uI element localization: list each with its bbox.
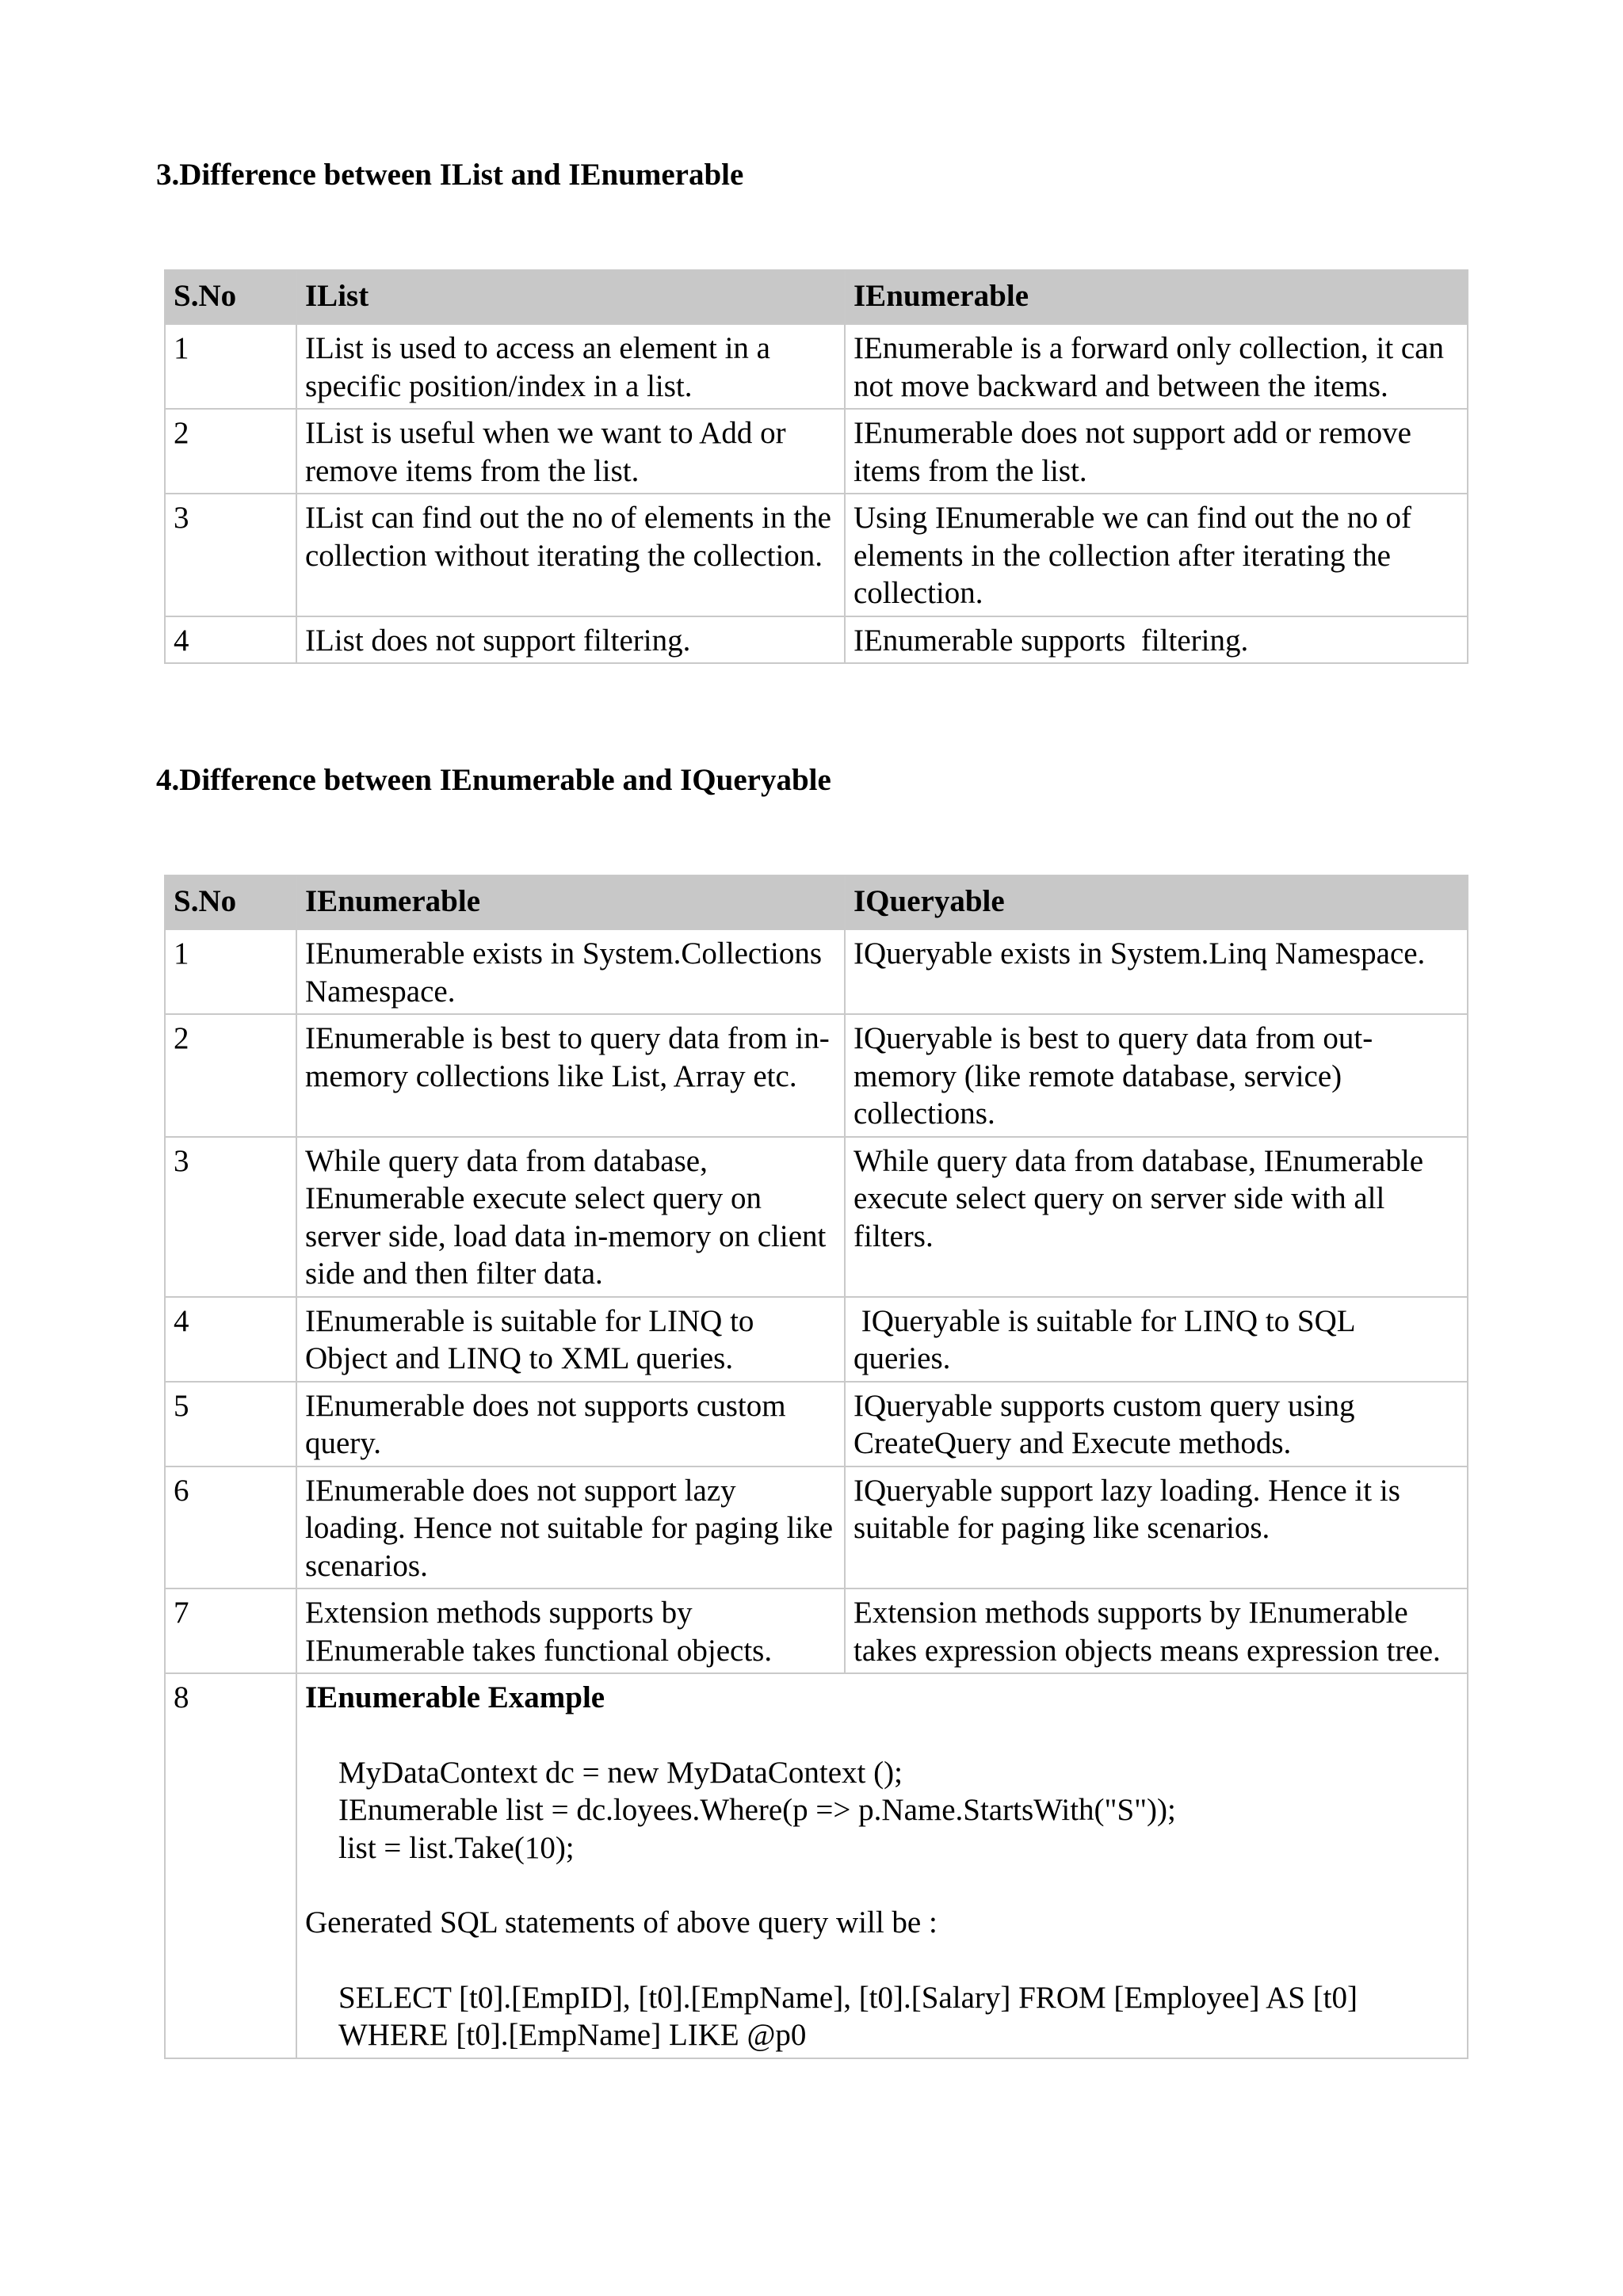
table-row bbox=[165, 1297, 1468, 1382]
cell-sno: 3 bbox=[165, 494, 296, 616]
example-cell bbox=[296, 1673, 1468, 2058]
cell-sno: 2 bbox=[165, 1014, 296, 1137]
cell-iqueryable: IQueryable supports custom query using CreateQuery and Execute methods. bbox=[845, 1382, 1468, 1466]
sql-line: SELECT [t0].[EmpID], [t0].[EmpName], [t0].[Salary] FROM [Employee] AS [t0] bbox=[338, 1980, 1358, 2015]
code-line: IEnumerable list = dc.loyees.Where(p => p.Name.StartsWith("S")); bbox=[338, 1793, 1176, 1827]
section-4-heading: 4.Difference between IEnumerable and IQueryable bbox=[156, 763, 831, 797]
cell-ienumerable: While query data from database, IEnumerable execute select query on server side, load data in-memory on client side and then filter data. bbox=[296, 1137, 845, 1297]
column-header-ilist: IList bbox=[296, 270, 845, 324]
example-row bbox=[165, 1673, 1468, 2058]
table-row bbox=[165, 1382, 1468, 1466]
table-header-row bbox=[165, 270, 1468, 324]
cell-sno: 4 bbox=[165, 616, 296, 664]
table-row bbox=[165, 929, 1468, 1014]
code-block bbox=[305, 1754, 1459, 1867]
cell-ienumerable: IEnumerable is best to query data from in-memory collections like List, Array etc. bbox=[296, 1014, 845, 1137]
column-header-sno: S.No bbox=[165, 875, 296, 929]
cell-sno: 3 bbox=[165, 1137, 296, 1297]
cell-sno: 1 bbox=[165, 929, 296, 1014]
cell-sno: 7 bbox=[165, 1589, 296, 1673]
table-row bbox=[165, 324, 1468, 409]
cell-iqueryable: IQueryable is suitable for LINQ to SQL queries. bbox=[845, 1297, 1468, 1382]
cell-sno: 8 bbox=[165, 1673, 296, 2058]
column-header-ienumerable: IEnumerable bbox=[845, 270, 1468, 324]
cell-sno: 2 bbox=[165, 409, 296, 494]
table-row bbox=[165, 1466, 1468, 1589]
cell-sno: 5 bbox=[165, 1382, 296, 1466]
table-row bbox=[165, 1014, 1468, 1137]
cell-iqueryable: IQueryable support lazy loading. Hence it is suitable for paging like scenarios. bbox=[845, 1466, 1468, 1589]
cell-ienumerable: Using IEnumerable we can find out the no of elements in the collection after iterating the collection. bbox=[845, 494, 1468, 616]
code-line: list = list.Take(10); bbox=[338, 1830, 575, 1865]
cell-sno: 1 bbox=[165, 324, 296, 409]
table-row bbox=[165, 409, 1468, 494]
ilist-vs-ienumerable-table bbox=[164, 269, 1468, 664]
example-title: IEnumerable Example bbox=[305, 1680, 605, 1714]
table-row bbox=[165, 494, 1468, 616]
cell-ienumerable: IEnumerable does not supports custom query. bbox=[296, 1382, 845, 1466]
cell-iqueryable: IQueryable exists in System.Linq Namespace. bbox=[845, 929, 1468, 1014]
example-explanation: Generated SQL statements of above query will be : bbox=[305, 1905, 938, 1939]
cell-iqueryable: IQueryable is best to query data from out-memory (like remote database, service) collections. bbox=[845, 1014, 1468, 1137]
column-header-sno: S.No bbox=[165, 270, 296, 324]
cell-ienumerable: IEnumerable exists in System.Collections Namespace. bbox=[296, 929, 845, 1014]
cell-ienumerable: Extension methods supports by IEnumerable takes functional objects. bbox=[296, 1589, 845, 1673]
table-row bbox=[165, 616, 1468, 664]
cell-ilist: IList is useful when we want to Add or remove items from the list. bbox=[296, 409, 845, 494]
cell-iqueryable: Extension methods supports by IEnumerable takes expression objects means expression tree. bbox=[845, 1589, 1468, 1673]
code-line: MyDataContext dc = new MyDataContext (); bbox=[338, 1755, 903, 1790]
cell-ilist: IList does not support filtering. bbox=[296, 616, 845, 664]
column-header-iqueryable: IQueryable bbox=[845, 875, 1468, 929]
cell-ilist: IList is used to access an element in a specific position/index in a list. bbox=[296, 324, 845, 409]
cell-ienumerable: IEnumerable does not support add or remove items from the list. bbox=[845, 409, 1468, 494]
column-header-ienumerable: IEnumerable bbox=[296, 875, 845, 929]
cell-ienumerable: IEnumerable does not support lazy loading. Hence not suitable for paging like scenarios. bbox=[296, 1466, 845, 1589]
sql-line: WHERE [t0].[EmpName] LIKE @p0 bbox=[338, 2018, 807, 2052]
section-3-heading: 3.Difference between IList and IEnumerable bbox=[156, 158, 744, 192]
cell-ienumerable: IEnumerable is suitable for LINQ to Object and LINQ to XML queries. bbox=[296, 1297, 845, 1382]
table-header-row bbox=[165, 875, 1468, 929]
ienumerable-vs-iqueryable-table bbox=[164, 875, 1468, 2059]
cell-ienumerable: IEnumerable is a forward only collection, it can not move backward and between the items. bbox=[845, 324, 1468, 409]
cell-sno: 6 bbox=[165, 1466, 296, 1589]
cell-ilist: IList can find out the no of elements in the collection without iterating the collection. bbox=[296, 494, 845, 616]
table-row bbox=[165, 1137, 1468, 1297]
cell-iqueryable: While query data from database, IEnumerable execute select query on server side with all filters. bbox=[845, 1137, 1468, 1297]
table-row bbox=[165, 1589, 1468, 1673]
cell-ienumerable: IEnumerable supports filtering. bbox=[845, 616, 1468, 664]
cell-sno: 4 bbox=[165, 1297, 296, 1382]
